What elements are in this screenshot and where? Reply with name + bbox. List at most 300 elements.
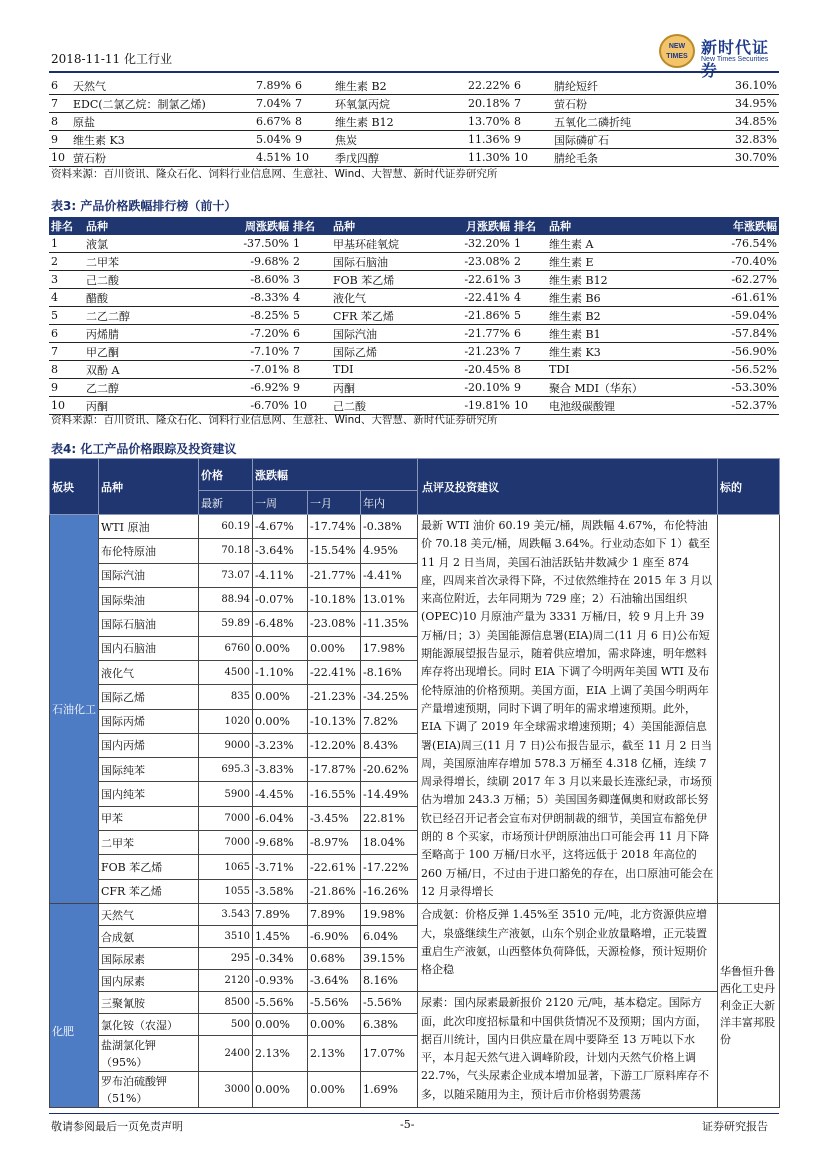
- table-cell: 氯化铵（农湿）: [99, 1014, 199, 1036]
- column-header: 排名: [512, 217, 547, 235]
- table-cell: -4.45%: [253, 782, 308, 806]
- table-cell: 天然气: [99, 904, 199, 926]
- table-cell: 3: [291, 271, 331, 289]
- table-cell: 5: [291, 307, 331, 325]
- table-cell: -20.45%: [441, 361, 512, 379]
- table-cell: 7.04%: [221, 95, 293, 113]
- header-year: 年内: [361, 491, 418, 515]
- table-cell: 4500: [199, 660, 253, 684]
- header-target: 标的: [718, 459, 780, 515]
- table-cell: 0.00%: [308, 636, 361, 660]
- table-cell: -3.64%: [308, 970, 361, 992]
- table-cell: 二甲苯: [84, 253, 224, 271]
- table-cell: 4.95%: [361, 539, 418, 563]
- table-cell: 国际汽油: [99, 563, 199, 587]
- table-cell: -59.04%: [702, 307, 779, 325]
- table-cell: 6: [512, 77, 552, 95]
- table-cell: 30.70%: [702, 149, 779, 167]
- table-cell: 9: [49, 379, 84, 397]
- header-divider: [49, 71, 779, 73]
- table-cell: 60.19: [199, 515, 253, 539]
- table-row: [49, 131, 779, 149]
- table-cell: -56.90%: [702, 343, 779, 361]
- table-cell: 萤石粉: [71, 149, 221, 167]
- table-cell: -6.48%: [253, 612, 308, 636]
- page-header: [49, 38, 779, 80]
- table-cell: 国际乙烯: [99, 685, 199, 709]
- table-cell: 国内丙烯: [99, 733, 199, 757]
- table-cell: -0.34%: [253, 948, 308, 970]
- logo-chinese-name: 新时代证券: [701, 38, 770, 80]
- table-cell: 1065: [199, 855, 253, 879]
- table-cell: 维生素 K3: [547, 343, 702, 361]
- table-cell: 36.10%: [702, 77, 779, 95]
- table-cell: 国际乙烯: [331, 343, 441, 361]
- table-cell: 4.51%: [221, 149, 293, 167]
- table-cell: 18.04%: [361, 831, 418, 855]
- table-cell: 维生素 B12: [333, 113, 441, 131]
- table-cell: 维生素 B6: [547, 289, 702, 307]
- table-cell: -8.60%: [224, 271, 291, 289]
- table4-caption: 表4: 化工产品价格跟踪及投资建议: [51, 442, 237, 456]
- table-cell: 39.15%: [361, 948, 418, 970]
- header-item: 品种: [99, 459, 199, 515]
- table-cell: -7.10%: [224, 343, 291, 361]
- table-cell: 6: [49, 325, 84, 343]
- table-cell: 盐湖氯化钾（95%）: [99, 1036, 199, 1072]
- table-cell: -70.40%: [702, 253, 779, 271]
- table-cell: 焦炭: [333, 131, 441, 149]
- table-cell: 乙二醇: [84, 379, 224, 397]
- table-cell: 维生素 A: [547, 235, 702, 253]
- column-header: 排名: [291, 217, 331, 235]
- table-cell: 9: [293, 131, 333, 149]
- table-cell: 11.36%: [441, 131, 512, 149]
- table-cell: 维生素 B12: [547, 271, 702, 289]
- table-row: [49, 379, 779, 397]
- table-cell: 7.89%: [253, 904, 308, 926]
- table-row: [49, 77, 779, 95]
- table-cell: 7000: [199, 806, 253, 830]
- table-cell: 3: [512, 271, 547, 289]
- table-cell: 5.04%: [221, 131, 293, 149]
- table-cell: 维生素 B2: [333, 77, 441, 95]
- table-row: [49, 289, 779, 307]
- table-cell: 甲基环硅氧烷: [331, 235, 441, 253]
- header-week: 一周: [253, 491, 308, 515]
- table-cell: 5: [49, 307, 84, 325]
- table-cell: 7: [512, 343, 547, 361]
- table-cell: -6.90%: [308, 926, 361, 948]
- table-cell: TDI: [331, 361, 441, 379]
- fert-comment-ammonia: 合成氨：价格反弹 1.45%至 3510 元/吨，北方资源供应增大，泉盛继续生产液氨，山东个别企业放量略增，正元装置重启生产液氨，山西整体负荷降低，天源检修，预计短期价格企稳: [418, 904, 718, 992]
- table-cell: 2: [49, 253, 84, 271]
- table-cell: 7: [49, 95, 71, 113]
- table-cell: 73.07: [199, 563, 253, 587]
- table-cell: 70.18: [199, 539, 253, 563]
- table-row: [49, 325, 779, 343]
- table-cell: 合成氨: [99, 926, 199, 948]
- table-cell: -8.33%: [224, 289, 291, 307]
- table-cell: -0.38%: [361, 515, 418, 539]
- table-cell: 6.67%: [221, 113, 293, 131]
- table-cell: 1: [291, 235, 331, 253]
- table-cell: 0.00%: [308, 1014, 361, 1036]
- table-row: [50, 515, 780, 539]
- table-cell: -4.41%: [361, 563, 418, 587]
- table-cell: 32.83%: [702, 131, 779, 149]
- table-cell: 国内石脑油: [99, 636, 199, 660]
- table-cell: 甲乙酮: [84, 343, 224, 361]
- table-cell: 10: [512, 149, 552, 167]
- price-tracking-table: [49, 458, 780, 1108]
- table-cell: -5.56%: [253, 992, 308, 1014]
- table-cell: 二乙二醇: [84, 307, 224, 325]
- table-cell: 聚合 MDI（华东）: [547, 379, 702, 397]
- table-cell: 6: [49, 77, 71, 95]
- table-cell: 国际磷矿石: [552, 131, 702, 149]
- table-cell: -21.77%: [308, 563, 361, 587]
- table-cell: -21.23%: [308, 685, 361, 709]
- table-cell: 5900: [199, 782, 253, 806]
- table-cell: 0.68%: [308, 948, 361, 970]
- table-cell: 2.13%: [253, 1036, 308, 1072]
- table-cell: 6: [512, 325, 547, 343]
- table-cell: -52.37%: [702, 397, 779, 415]
- column-header: 品种: [84, 217, 224, 235]
- table-cell: 7: [512, 95, 552, 113]
- logo-english-name: New Times Securities: [701, 56, 769, 63]
- company-logo: [659, 34, 779, 80]
- fall-ranking-table: [49, 217, 779, 415]
- table-cell: -3.23%: [253, 733, 308, 757]
- table-cell: -3.58%: [253, 879, 308, 904]
- table-cell: 10: [49, 397, 84, 415]
- table-cell: 国际汽油: [331, 325, 441, 343]
- table-cell: 国内尿素: [99, 970, 199, 992]
- header-change: 涨跌幅: [253, 459, 418, 491]
- table-cell: 8: [512, 361, 547, 379]
- table-cell: -11.35%: [361, 612, 418, 636]
- table-cell: 34.85%: [702, 113, 779, 131]
- table-cell: 维生素 E: [547, 253, 702, 271]
- table-cell: 8.43%: [361, 733, 418, 757]
- table-cell: -4.11%: [253, 563, 308, 587]
- table-cell: 二甲苯: [99, 831, 199, 855]
- table-cell: -23.08%: [441, 253, 512, 271]
- table-cell: -6.92%: [224, 379, 291, 397]
- header-comment: 点评及投资建议: [418, 459, 718, 515]
- table-cell: -9.68%: [253, 831, 308, 855]
- table-row: [49, 113, 779, 131]
- table-cell: 2.13%: [308, 1036, 361, 1072]
- table-cell: -5.56%: [361, 992, 418, 1014]
- table-cell: 6: [291, 325, 331, 343]
- table-cell: -19.81%: [441, 397, 512, 415]
- table-cell: 1020: [199, 709, 253, 733]
- table-cell: 原盐: [71, 113, 221, 131]
- table-cell: 己二酸: [331, 397, 441, 415]
- table-cell: 19.98%: [361, 904, 418, 926]
- table-cell: 液氯: [84, 235, 224, 253]
- table-cell: 10: [49, 149, 71, 167]
- table-cell: -10.13%: [308, 709, 361, 733]
- table-cell: 腈纶短纤: [552, 77, 702, 95]
- table-cell: 9000: [199, 733, 253, 757]
- table-cell: 20.18%: [441, 95, 512, 113]
- table-cell: 17.98%: [361, 636, 418, 660]
- table-cell: -17.22%: [361, 855, 418, 879]
- table-cell: -22.41%: [441, 289, 512, 307]
- table-row: [50, 904, 780, 926]
- table-cell: 丙酮: [84, 397, 224, 415]
- table-cell: 2120: [199, 970, 253, 992]
- footer-page-number: -5-: [400, 1118, 415, 1131]
- rise-ranking-table-continued: [49, 77, 779, 167]
- column-header: 周涨跌幅: [224, 217, 291, 235]
- table-cell: -16.26%: [361, 879, 418, 904]
- table-cell: 液化气: [99, 660, 199, 684]
- table-row: [49, 253, 779, 271]
- table-cell: -7.20%: [224, 325, 291, 343]
- table-cell: 布伦特原油: [99, 539, 199, 563]
- table-cell: -56.52%: [702, 361, 779, 379]
- table-cell: FOB 苯乙烯: [331, 271, 441, 289]
- table-cell: 4: [512, 289, 547, 307]
- table-cell: 2: [291, 253, 331, 271]
- table-cell: -4.67%: [253, 515, 308, 539]
- table-cell: -53.30%: [702, 379, 779, 397]
- table-cell: 3000: [199, 1072, 253, 1108]
- table-cell: 8.16%: [361, 970, 418, 992]
- table-cell: -8.16%: [361, 660, 418, 684]
- table-cell: EDC(二氯乙烷：制氯乙烯): [71, 95, 221, 113]
- table-cell: -5.56%: [308, 992, 361, 1014]
- table-cell: 4: [49, 289, 84, 307]
- table-cell: 己二酸: [84, 271, 224, 289]
- table-cell: 9: [512, 379, 547, 397]
- table-cell: 0.00%: [253, 709, 308, 733]
- table-cell: -34.25%: [361, 685, 418, 709]
- table-cell: 液化气: [331, 289, 441, 307]
- table-row: [49, 343, 779, 361]
- table-cell: -20.62%: [361, 758, 418, 782]
- table-cell: 0.00%: [253, 636, 308, 660]
- table-cell: 13.01%: [361, 587, 418, 611]
- table-cell: -21.23%: [441, 343, 512, 361]
- table-cell: 7: [293, 95, 333, 113]
- table-cell: 8: [49, 361, 84, 379]
- table-cell: 3510: [199, 926, 253, 948]
- table-cell: 4: [291, 289, 331, 307]
- table-cell: -1.10%: [253, 660, 308, 684]
- header-latest: 最新: [199, 491, 253, 515]
- sector-cell: 石油化工: [50, 515, 99, 904]
- column-header: 品种: [547, 217, 702, 235]
- table-cell: 695.3: [199, 758, 253, 782]
- table-cell: -37.50%: [224, 235, 291, 253]
- table-cell: 3.543: [199, 904, 253, 926]
- table-cell: -14.49%: [361, 782, 418, 806]
- table-cell: 22.81%: [361, 806, 418, 830]
- table-cell: -62.27%: [702, 271, 779, 289]
- table-cell: -3.64%: [253, 539, 308, 563]
- table-cell: 国际石脑油: [99, 612, 199, 636]
- table3-caption: 表3: 产品价格跌幅排行榜（前十）: [51, 199, 237, 213]
- table-cell: -6.70%: [224, 397, 291, 415]
- table-cell: 6: [293, 77, 333, 95]
- table-cell: 7.82%: [361, 709, 418, 733]
- table-cell: WTI 原油: [99, 515, 199, 539]
- table-cell: 7.89%: [308, 904, 361, 926]
- table-cell: 8500: [199, 992, 253, 1014]
- table-cell: -21.86%: [441, 307, 512, 325]
- table-cell: -16.55%: [308, 782, 361, 806]
- table-cell: 13.70%: [441, 113, 512, 131]
- table-cell: 五氧化二磷折纯: [552, 113, 702, 131]
- table-cell: 8: [293, 113, 333, 131]
- table-cell: 维生素 B1: [547, 325, 702, 343]
- table-cell: 10: [293, 149, 333, 167]
- table-cell: -22.61%: [441, 271, 512, 289]
- source-note-top: 资料来源：百川资讯、隆众石化、饲料行业信息网、生意社、Wind、大智慧、新时代证券研究所: [51, 168, 498, 180]
- table-cell: 丙酮: [331, 379, 441, 397]
- footer-report-type: 证券研究报告: [702, 1120, 768, 1133]
- table-cell: -3.45%: [308, 806, 361, 830]
- table-cell: 34.95%: [702, 95, 779, 113]
- footer-divider: [49, 1113, 779, 1114]
- table-cell: 7: [291, 343, 331, 361]
- table-cell: 腈纶毛条: [552, 149, 702, 167]
- table-cell: 电池级碳酸锂: [547, 397, 702, 415]
- table-cell: 1: [512, 235, 547, 253]
- source-note-table3: 资料来源：百川资讯、隆众石化、饲料行业信息网、生意社、Wind、大智慧、新时代证券研究所: [51, 414, 498, 426]
- fert-target-stocks: 华鲁恒升鲁西化工史丹利金正大新洋丰富邦股份: [718, 904, 780, 1108]
- table-cell: 9: [49, 131, 71, 149]
- petro-comment: 最新 WTI 油价 60.19 美元/桶，周跌幅 4.67%，布伦特油价 70.18 美元/桶，周跌幅 3.64%。行业动态如下 1）截至 11 月 2 日当周，美国石油活跃钻井数减少 1 座至 874 座，四周来首次录得下降，不过依然维持在 2015 年 3 月以来高位附近，去年同期为 729 座；2）石油输出国组织(OPEC)10 月原油产量为 3331 万桶/日，较 9 月上升 39 万桶/日；3）美国能源信息署(EIA)周二(11 月 6 日)公布短期能源展望报告显示，随着供应增加，需求降速，明年燃料库存将出现增长。同时 EIA 下调了今明两年美国 WTI 及布伦特原油的价格预期。美国方面，EIA 上调了美国今明两年产量增速预期，同时下调了明年的需求增速预期。此外，EIA 下调了 2019 年全球需求增速预期；4）美国能源信息署(EIA)周三(11 月 7 日)公布报告显示，截至 11 月 2 日当周，美国原油库存增加 578.3 万桶至 4.318 亿桶，连续 7 周录得增长，续刷 2017 年 3 月以来最长连涨纪录，市场预估为增加 243.3 万桶；5）美国国务卿蓬佩奥和财政部长努钦已经召开记者会宣布对伊朗制裁的细节，美国宣布豁免伊朗的 8 个买家，市场预计伊朗原油出口可能会再 11 月下降至略高于 100 万桶/日水平，这将远低于 2018 年高位的 260 万桶/日，不过由于进口豁免的存在，出口原油可能会在 12 月录得增长: [418, 515, 718, 904]
- table-cell: 0.00%: [253, 1072, 308, 1108]
- table-cell: -9.68%: [224, 253, 291, 271]
- table-cell: -21.86%: [308, 879, 361, 904]
- table-cell: 国际纯苯: [99, 758, 199, 782]
- table-cell: 7000: [199, 831, 253, 855]
- table-cell: -22.61%: [308, 855, 361, 879]
- table-cell: -6.04%: [253, 806, 308, 830]
- table-cell: 835: [199, 685, 253, 709]
- table-cell: -7.01%: [224, 361, 291, 379]
- table-cell: 2400: [199, 1036, 253, 1072]
- table-cell: -10.18%: [308, 587, 361, 611]
- table-cell: -17.74%: [308, 515, 361, 539]
- table-cell: -3.71%: [253, 855, 308, 879]
- table-cell: 双酚 A: [84, 361, 224, 379]
- table-cell: 0.00%: [253, 1014, 308, 1036]
- table-cell: 9: [291, 379, 331, 397]
- table-row: [49, 271, 779, 289]
- header-price: 价格: [199, 459, 253, 491]
- header-sector: 板块: [50, 459, 99, 515]
- table-cell: 天然气: [71, 77, 221, 95]
- table-cell: 1.45%: [253, 926, 308, 948]
- table-cell: 1.69%: [361, 1072, 418, 1108]
- table-cell: 6.04%: [361, 926, 418, 948]
- table-cell: 2: [512, 253, 547, 271]
- table-cell: -0.07%: [253, 587, 308, 611]
- table-cell: TDI: [547, 361, 702, 379]
- column-header: 排名: [49, 217, 84, 235]
- sector-label: 化肥: [52, 1024, 74, 1038]
- table-row: [49, 149, 779, 167]
- table-cell: 10: [512, 397, 547, 415]
- table-cell: 萤石粉: [552, 95, 702, 113]
- table-cell: 6.38%: [361, 1014, 418, 1036]
- table-row: [49, 235, 779, 253]
- fert-comment-urea: 尿素：国内尿素最新报价 2120 元/吨，基本稳定。国际方面，此次印度招标量和中国供货情况不及预期；国内方面，据百川统计，国内日供应量在周中要降至 13 万吨以下水平，本月起天然气进入调峰阶段，计划内天然气价格上调 22.7%，气头尿素企业成本增加显著，下游工厂原料库存不多，以随采随用为主，预计后市价格弱势震荡: [418, 992, 718, 1108]
- table-cell: 10: [291, 397, 331, 415]
- table-cell: 6760: [199, 636, 253, 660]
- table-cell: 1: [49, 235, 84, 253]
- table-cell: 88.94: [199, 587, 253, 611]
- table-cell: -8.97%: [308, 831, 361, 855]
- footer-disclaimer: 敬请参阅最后一页免责声明: [51, 1120, 183, 1133]
- table-cell: 罗布泊硫酸钾（51%）: [99, 1072, 199, 1108]
- table-cell: -17.87%: [308, 758, 361, 782]
- table-row: [49, 361, 779, 379]
- table-cell: 国际柴油: [99, 587, 199, 611]
- table-cell: 8: [49, 113, 71, 131]
- table-cell: 0.00%: [308, 1072, 361, 1108]
- table-cell: 1055: [199, 879, 253, 904]
- table-cell: 季戊四醇: [333, 149, 441, 167]
- petro-target-cell: [718, 515, 780, 904]
- table-cell: -32.20%: [441, 235, 512, 253]
- table-cell: 国际石脑油: [331, 253, 441, 271]
- table-cell: -12.20%: [308, 733, 361, 757]
- table-cell: 7: [49, 343, 84, 361]
- table-cell: 8: [512, 113, 552, 131]
- table-cell: 维生素 K3: [71, 131, 221, 149]
- table-cell: 丙烯腈: [84, 325, 224, 343]
- table-cell: 7.89%: [221, 77, 293, 95]
- table-cell: 8: [291, 361, 331, 379]
- column-header: 品种: [331, 217, 441, 235]
- header-date-industry: 2018-11-11 化工行业: [51, 52, 173, 66]
- table-cell: -3.83%: [253, 758, 308, 782]
- table-cell: -57.84%: [702, 325, 779, 343]
- table-cell: 22.22%: [441, 77, 512, 95]
- table-cell: 11.30%: [441, 149, 512, 167]
- table-cell: 0.00%: [253, 685, 308, 709]
- table-cell: 三聚氰胺: [99, 992, 199, 1014]
- header-month: 一月: [308, 491, 361, 515]
- table-cell: 醋酸: [84, 289, 224, 307]
- table-cell: 9: [512, 131, 552, 149]
- table-row: [50, 992, 780, 1014]
- table-cell: 环氧氯丙烷: [333, 95, 441, 113]
- table-cell: 295: [199, 948, 253, 970]
- table-cell: 3: [49, 271, 84, 289]
- table-cell: FOB 苯乙烯: [99, 855, 199, 879]
- table-cell: -61.61%: [702, 289, 779, 307]
- table-cell: 国内纯苯: [99, 782, 199, 806]
- logo-badge-icon: NEW TIMES: [659, 34, 695, 68]
- table-cell: -23.08%: [308, 612, 361, 636]
- table-cell: 5: [512, 307, 547, 325]
- table-cell: 500: [199, 1014, 253, 1036]
- table-cell: CFR 苯乙烯: [331, 307, 441, 325]
- table-cell: 维生素 B2: [547, 307, 702, 325]
- table-cell: 17.07%: [361, 1036, 418, 1072]
